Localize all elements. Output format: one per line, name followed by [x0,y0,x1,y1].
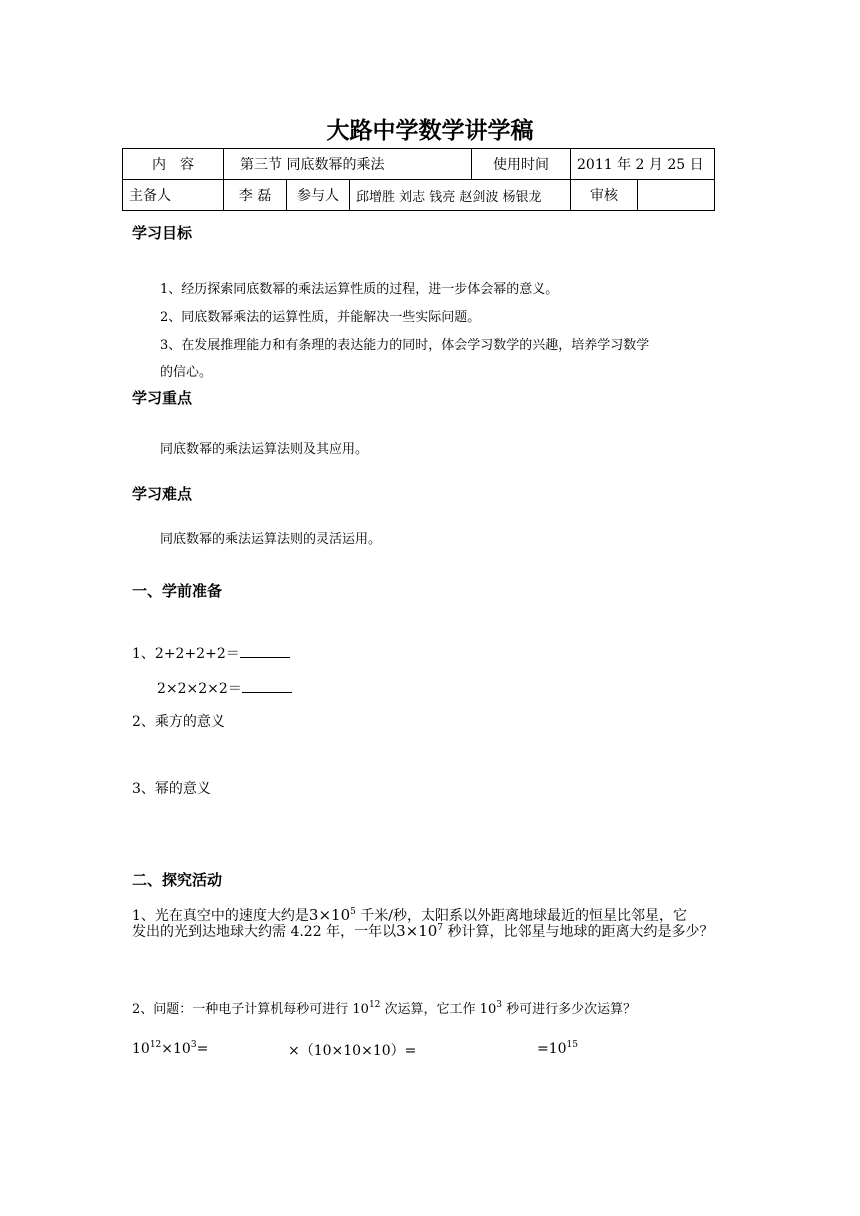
question-1a-text: 1、2+2+2+2＝ [132,646,240,662]
equation-middle: ×（10×10×10）= [288,1043,417,1059]
review-label: 审核 [571,180,638,211]
participants-value: 邱增胜 刘志 钱亮 赵剑波 杨银龙 [350,180,571,211]
equation-right [537,1040,578,1057]
power-exponent: 3 [496,1000,502,1010]
question-1b-text: 2×2×2×2＝ [157,681,242,697]
text-segment: 次运算，它工作 10 [380,1002,497,1017]
text-segment: 发出的光到达地球大约需 4.22 年，一年以 [132,924,397,940]
date-label: 使用时间 [472,149,571,180]
participants-label: 参与人 [287,180,350,211]
preparer-value: 李 磊 [224,180,287,211]
content-label: 内 容 [123,149,224,180]
equation-left [132,1040,208,1057]
text-segment: 秒计算，比邻星与地球的距离大约是多少？ [443,924,714,940]
review-value [638,180,715,211]
power-base: ×10 [161,1041,191,1057]
objective-item: 的信心。 [160,365,213,380]
text-segment: 秒可进行多少次运算？ [501,1002,637,1017]
objective-item: 3、在发展推理能力和有条理的表达能力的同时，体会学习数学的兴趣，培养学习数学 [160,338,650,353]
power-base: 3×10 [396,922,438,940]
section2-heading: 二、探究活动 [132,871,223,889]
equals-sign: = [196,1041,209,1057]
power-base: 10 [132,1041,150,1057]
question-1b [157,678,292,698]
answer-blank [242,678,292,693]
page-title: 大路中学数学讲学稿 [326,118,534,144]
power-exponent: 7 [437,923,444,933]
objective-item: 2、同底数幂乘法的运算性质，并能解决一些实际问题。 [160,310,481,325]
answer-blank [240,643,290,658]
key-points-heading: 学习重点 [132,389,193,407]
difficulties-heading: 学习难点 [132,485,193,503]
power-exponent: 15 [566,1040,578,1050]
question-1a [132,643,290,663]
table-row [123,180,715,211]
text-segment: 千米/秒，太阳系以外距离地球最近的恒星比邻星，它 [355,908,688,924]
objective-item: 1、经历探索同底数幂的乘法运算性质的过程，进一步体会幂的意义。 [160,282,559,297]
power-exponent: 5 [350,907,356,917]
difficulties-text: 同底数幂的乘法运算法则的灵活运用。 [160,532,382,547]
key-points-text: 同底数幂的乘法运算法则及其应用。 [160,442,369,457]
power-exponent: 12 [368,1000,381,1010]
date-value: 2011 年 2 月 25 日 [571,149,715,180]
section1-heading: 一、学前准备 [132,582,223,600]
preparer-label: 主备人 [123,180,224,211]
power-exponent: 12 [149,1040,162,1050]
power-base: 3×10 [308,906,351,924]
problem-2 [132,998,636,1017]
power-exponent: 3 [190,1040,197,1050]
objectives-heading: 学习目标 [132,224,193,242]
question-3: 3、幂的意义 [132,781,211,797]
text-segment: 2、问题：一种电子计算机每秒可进行 10 [132,1002,369,1017]
info-table [122,148,715,211]
power-base: =10 [537,1041,567,1057]
content-value: 第三节 同底数幂的乘法 [224,149,472,180]
text-segment: 1、光在真空中的速度大约是 [132,908,309,924]
question-2: 2、乘方的意义 [132,714,225,730]
problem-1-line2 [132,921,713,941]
table-row [123,149,715,180]
